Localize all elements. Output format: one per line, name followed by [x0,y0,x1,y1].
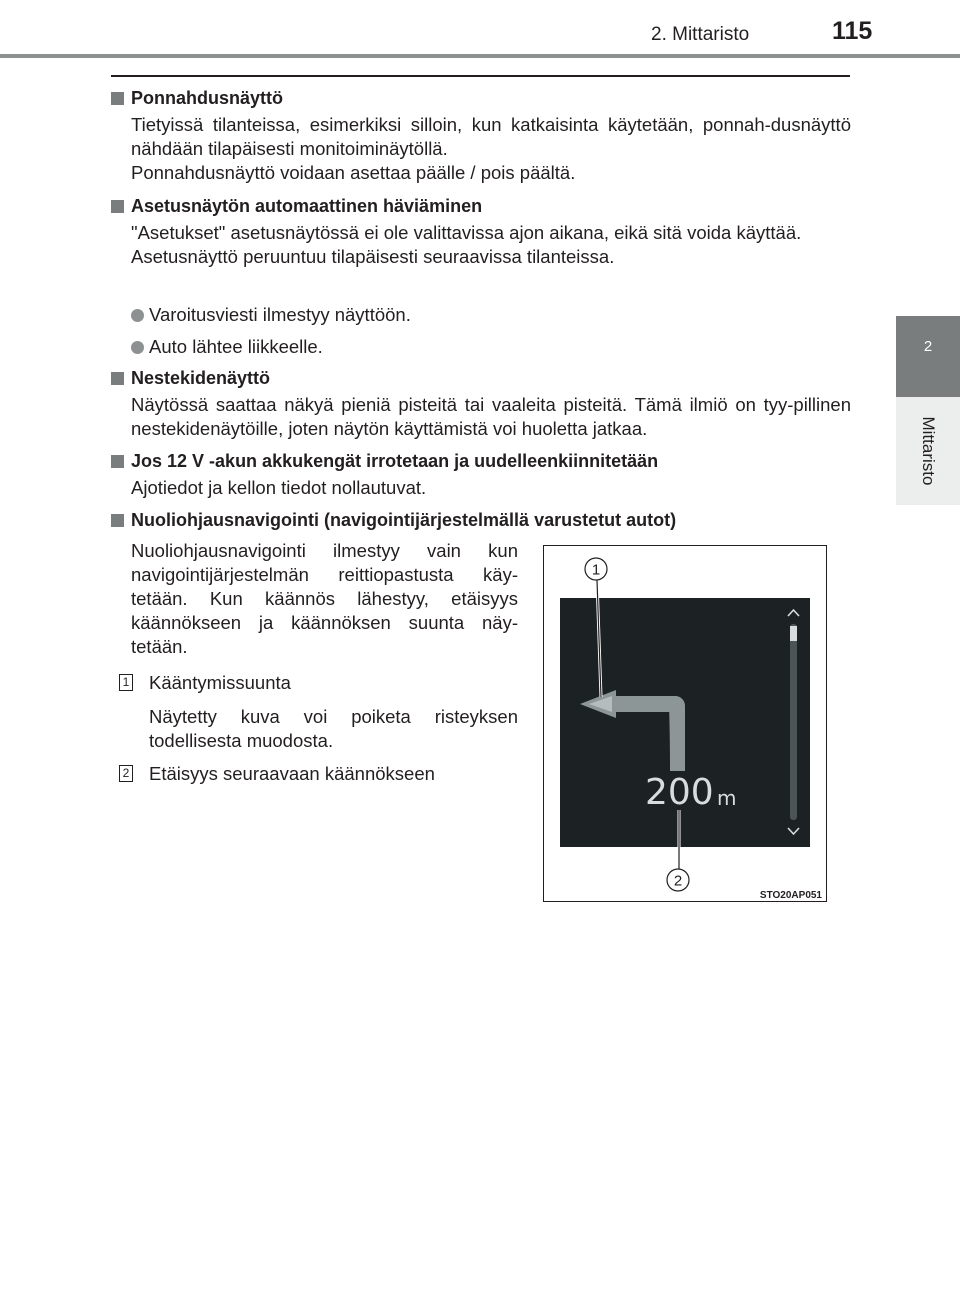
section-title-text: Nestekidenäyttö [131,368,271,388]
section-title [111,86,851,110]
list-item-text: Auto lähtee liikkeelle. [149,336,323,357]
callout-1-label: 1 [591,561,601,579]
scrollbar-thumb [790,626,797,641]
figure-illustration [544,546,826,901]
section-battery [111,449,851,500]
section-title [111,194,851,218]
square-bullet-icon [111,455,124,468]
page-number: 115 [832,17,873,45]
square-bullet-icon [111,372,124,385]
section-lcd [111,366,851,441]
content-divider [111,75,850,77]
section-title-text: Nuoliohjausnavigointi (navigointijärjestelmällä varustetut autot) [131,510,677,530]
section-title [111,508,851,532]
list-item [131,303,411,327]
paragraph: Asetusnäyttö peruuntuu tilapäisesti seuraavissa tilanteissa. [131,246,615,267]
scrollbar-track [790,624,797,820]
distance-unit: m [717,786,737,810]
header-divider [0,54,960,58]
callout-1-marker [585,558,607,580]
item-label-turn-direction: Kääntymissuunta [149,672,291,693]
item-label-distance: Etäisyys seuraavaan käännökseen [149,763,435,784]
paragraph: Ponnahdusnäyttö voidaan asettaa päälle / pois päältä. [131,162,576,183]
bullet-dot-icon [131,309,144,322]
side-tab-number-box [896,316,960,397]
square-bullet-icon [111,92,124,105]
distance-value: 200 [645,772,714,813]
section-title-text: Jos 12 V -akun akkukengät irrotetaan ja uudelleenkiinnitetään [131,451,659,471]
side-tab-number: 2 [923,338,933,355]
section-title [111,449,851,473]
paragraph: "Asetukset" asetusnäytössä ei ole valittavissa ajon aikana, eikä sitä voida käyttää. [131,222,802,243]
figure-code: STO20AP051 [759,890,822,901]
square-bullet-icon [111,200,124,213]
square-bullet-icon [111,514,124,527]
list-item [131,335,323,359]
paragraph: Ajotiedot ja kellon tiedot nollautuvat. [131,477,427,498]
section-settings-auto-hide [111,194,851,269]
paragraph: Tietyissä tilanteissa, esimerkiksi silloin, kun katkaisinta käytetään, ponnah-dusnäyttö nähdään tilapäisesti monitoiminäytöllä. [131,114,851,159]
section-title-text: Asetusnäytön automaattinen häviäminen [131,196,483,216]
section-popup-display [111,86,851,185]
navigation-display-figure [543,545,827,902]
callout-2-label: 2 [673,872,683,890]
paragraph: Nuoliohjausnavigointi ilmestyy vain kun navigointijärjestelmän reittiopastusta käy-tetään. Kun käännös lähestyy, etäisyys käännökseen ja käännöksen suunta näy-tetään. [131,540,518,657]
header-section-title: 2. Mittaristo [651,24,750,45]
section-title [111,366,851,390]
section-arrow-navigation [111,508,851,532]
callout-number-2: 2 [119,765,133,782]
callout-number-1: 1 [119,674,133,691]
bullet-dot-icon [131,341,144,354]
item-note: Näytetty kuva voi poiketa risteyksen todellisesta muodosta. [149,706,518,751]
list-item-text: Varoitusviesti ilmestyy näyttöön. [149,304,411,325]
side-tab-label: Mittaristo [919,416,938,486]
paragraph: Näytössä saattaa näkyä pieniä pisteitä tai vaaleita pisteitä. Tämä ilmiö on tyy-pillinen nestekidenäytöille, joten näytön käyttämistä voi huoletta jatkaa. [131,394,851,439]
section-title-text: Ponnahdusnäyttö [131,88,283,108]
callout-2-marker [667,869,689,891]
